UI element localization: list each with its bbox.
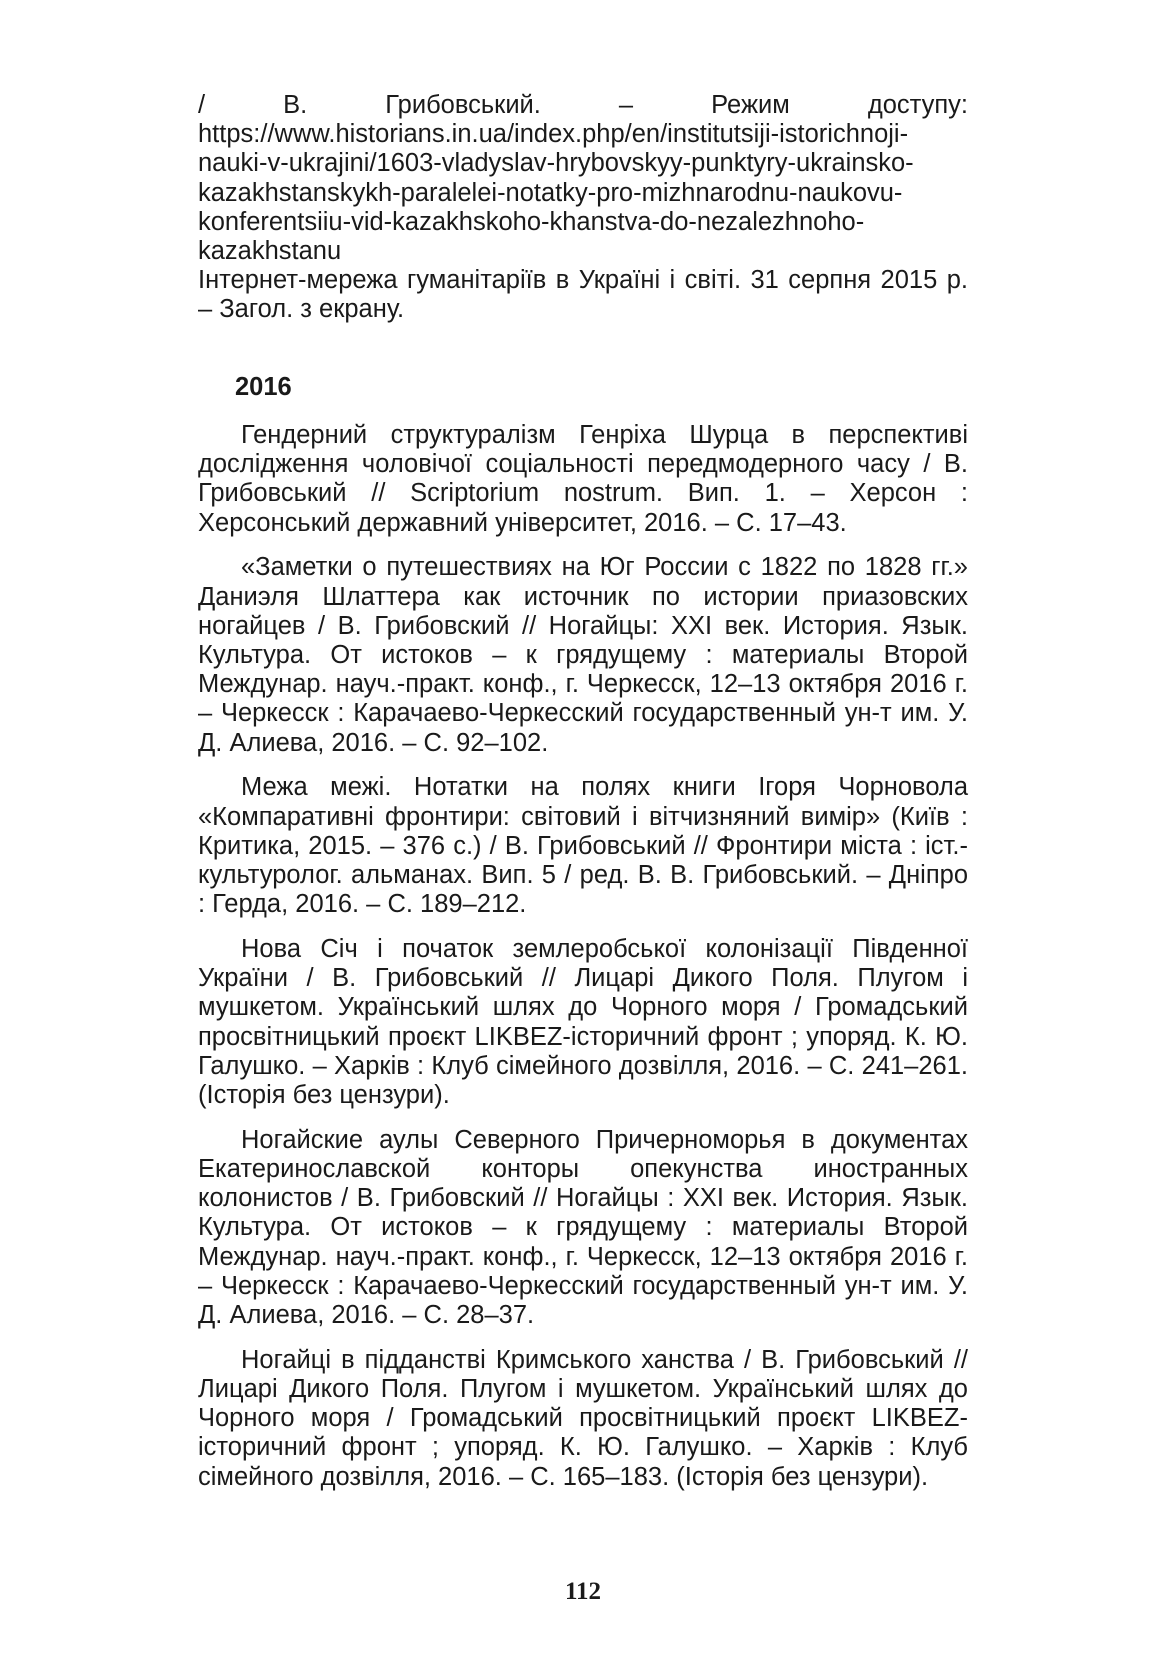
continued-entry-lead: / В. Грибовський. – Режим доступу: https://www.historians.in.ua/index.php/en/institutsiji-istorichnoji-nauki-v-ukrajini/1603-vladyslav-hrybovskyy-punktyry-ukrainsko-kazakhstanskykh-paralelei-notatky-pro-mizhnarodnu-naukovu-konferentsiiu-vid-kazakhskoho-khanstva-do-nezalezhnoho-kazakhstanu bbox=[198, 91, 968, 266]
bibliography-entry: Ногайские аулы Северного Причерноморья в документах Екатеринославской конторы опекунства иностранных колонистов / В. Грибовский // Ногайцы : XXI век. История. Язык. Культура. От истоков – к грядущему : материалы Второй Междунар. науч.-практ. конф., г. Черкесск, 12–13 октября 2016 г. – Черкесск : Карачаево-Черкесский государственный ун-т им. У. Д. Алиева, 2016. – С. 28–37. bbox=[198, 1125, 968, 1330]
page-number: 112 bbox=[564, 1578, 602, 1605]
bibliography-list bbox=[198, 421, 968, 1507]
bibliography-entry: Ногайці в підданстві Кримського ханства / В. Грибовський // Лицарі Дикого Поля. Плугом і мушкетом. Український шлях до Чорного моря / Громадський просвітницький проєкт LIKBEZ-історичний фронт ; упоряд. К. Ю. Галушко. – Харків : Клуб сімейного дозвілля, 2016. – С. 165–183. (Історія без цензури). bbox=[198, 1345, 968, 1491]
continued-entry-tail: Інтернет-мережа гуманітаріїв в Україні і світі. 31 серпня 2015 р. – Загол. з екрану. bbox=[198, 266, 968, 324]
year-heading: 2016 bbox=[235, 373, 292, 401]
bibliography-entry: Нова Січ і початок землеробської колонізації Південної України / В. Грибовський // Лицарі Дикого Поля. Плугом і мушкетом. Український шлях до Чорного моря / Громадський просвітницький проєкт LIKBEZ-історичний фронт ; упоряд. К. Ю. Галушко. – Харків : Клуб сімейного дозвілля, 2016. – С. 241–261. (Історія без цензури). bbox=[198, 935, 968, 1110]
bibliography-entry: Межа межі. Нотатки на полях книги Ігоря Чорновола «Компаративні фронтири: світовий і вітчизняний вимір» (Київ : Критика, 2015. – 376 с.) / В. Грибовський // Фронтири міста : іст.-культуролог. альманах. Вип. 5 / ред. В. В. Грибовський. – Дніпро : Герда, 2016. – С. 189–212. bbox=[198, 773, 968, 919]
continued-entry bbox=[198, 91, 968, 325]
bibliography-entry: «Заметки о путешествиях на Юг России с 1822 по 1828 гг.» Даниэля Шлаттера как источник по истории приазовских ногайцев / В. Грибовский // Ногайцы: XXI век. История. Язык. Культура. От истоков – к грядущему : материалы Второй Междунар. науч.-практ. конф., г. Черкесск, 12–13 октября 2016 г. – Черкесск : Карачаево-Черкесский государственный ун-т им. У. Д. Алиева, 2016. – С. 92–102. bbox=[198, 553, 968, 757]
bibliography-entry: Гендерний структуралізм Генріха Шурца в перспективі дослідження чоловічої соціальності передмодерного часу / В. Грибовський // Scriptorium nostrum. Вип. 1. – Херсон : Херсонський державний університет, 2016. – С. 17–43. bbox=[198, 421, 968, 537]
